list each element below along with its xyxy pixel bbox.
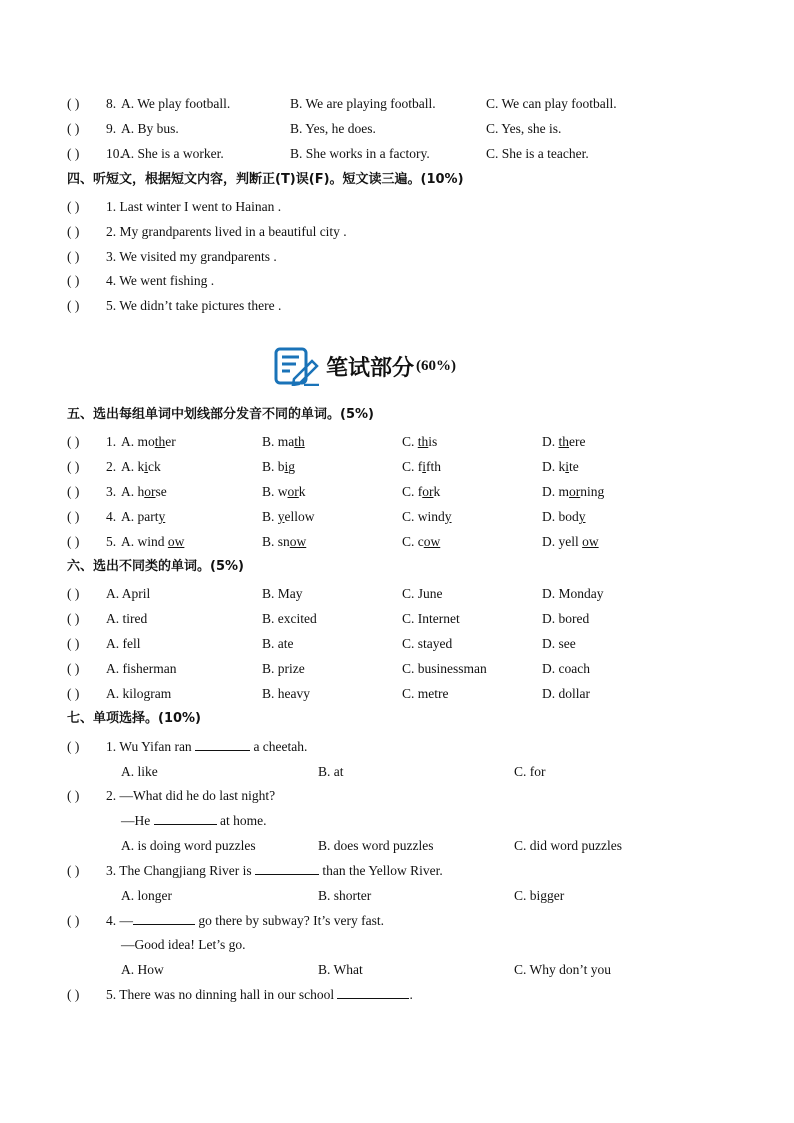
answer-paren: ( ) — [67, 434, 80, 449]
answer-paren: ( ) — [67, 121, 80, 136]
underlined-segment: ow — [582, 534, 599, 549]
option-b: B. She works in a factory. — [290, 146, 430, 161]
word-option: A. April — [106, 586, 151, 601]
word-option: A. fell — [106, 636, 141, 651]
word-segment: er — [165, 434, 176, 449]
answer-paren: ( ) — [67, 199, 80, 214]
answer-paren: ( ) — [67, 586, 80, 601]
word-segment: ellow — [284, 509, 315, 524]
item-number: 3. — [106, 484, 117, 499]
answer-blank — [195, 738, 250, 751]
underlined-segment: ow — [289, 534, 307, 549]
option-a: A. How — [121, 962, 164, 977]
option-b: B. What — [318, 962, 363, 977]
word-segment: se — [155, 484, 167, 499]
underlined-segment: i — [284, 459, 289, 474]
answer-blank — [337, 986, 409, 999]
answer-blank — [154, 812, 217, 825]
word-option — [542, 433, 586, 451]
word-segment: D. — [542, 434, 559, 449]
word-segment: fth — [426, 459, 442, 474]
question-text-end: than the Yellow River. — [318, 863, 443, 878]
word-option — [402, 483, 440, 501]
underlined-segment: y — [158, 509, 166, 524]
answer-paren: ( ) — [67, 863, 80, 878]
word-segment: C. wind — [402, 509, 445, 524]
question-text-end: a cheetah. — [250, 739, 308, 754]
written-part-banner — [274, 346, 456, 386]
question-text: —Good idea! Let’s go. — [121, 937, 246, 952]
option-c: C. Why don’t you — [514, 962, 612, 977]
word-option — [262, 483, 306, 501]
answer-paren: ( ) — [67, 146, 80, 161]
banner-title: 笔试部分 — [326, 355, 415, 381]
underlined-segment: i — [422, 459, 427, 474]
option-b: B. at — [318, 764, 344, 779]
answer-paren: ( ) — [67, 96, 80, 111]
word-segment: B. sn — [262, 534, 290, 549]
answer-paren: ( ) — [67, 686, 80, 701]
word-option: B. ate — [262, 636, 294, 651]
word-segment: D. m — [542, 484, 569, 499]
section-5-title: 五、选出每组单词中划线部分发音不同的单词。(5%) — [67, 407, 374, 422]
option-b: B. We are playing football. — [290, 96, 436, 111]
word-segment: A. part — [121, 509, 159, 524]
item-number: 1. — [106, 434, 117, 449]
edit-document-icon — [274, 346, 320, 386]
word-option: A. kilogram — [106, 686, 172, 701]
word-option: C. businessman — [402, 661, 487, 676]
answer-paren: ( ) — [67, 459, 80, 474]
underlined-segment: th — [294, 434, 305, 449]
word-segment: is — [428, 434, 438, 449]
option-a: A. She is a worker. — [121, 146, 224, 161]
underlined-segment: th — [154, 434, 166, 449]
word-segment: B. — [262, 509, 278, 524]
question-text: 1. Wu Yifan ran — [106, 739, 196, 754]
word-option — [542, 458, 579, 476]
tf-statement: 5. We didn’t take pictures there . — [106, 298, 282, 313]
option-b: B. Yes, he does. — [290, 121, 376, 136]
option-a: A. longer — [121, 888, 172, 903]
section-6-title: 六、选出不同类的单词。(5%) — [67, 559, 244, 574]
option-c: C. She is a teacher. — [486, 146, 589, 161]
word-segment: k — [298, 484, 306, 499]
answer-paren: ( ) — [67, 636, 80, 651]
tf-statement: 4. We went fishing . — [106, 273, 215, 288]
underlined-segment: th — [417, 434, 429, 449]
word-segment: A. k — [121, 459, 145, 474]
item-number: 4. — [106, 509, 117, 524]
underlined-segment: i — [565, 459, 570, 474]
item-number: 10. — [106, 146, 123, 161]
word-option — [121, 508, 165, 526]
word-option: C. Internet — [402, 611, 460, 626]
word-segment: B. b — [262, 459, 285, 474]
word-option — [402, 508, 452, 526]
word-segment: A. wind — [121, 534, 168, 549]
word-option — [121, 533, 184, 551]
word-option: A. fisherman — [106, 661, 177, 676]
word-option — [542, 533, 599, 551]
option-b: B. does word puzzles — [318, 838, 434, 853]
word-segment: ck — [148, 459, 161, 474]
answer-paren: ( ) — [67, 788, 80, 803]
word-option — [262, 508, 315, 526]
answer-paren: ( ) — [67, 298, 80, 313]
underlined-segment: i — [144, 459, 149, 474]
question-text: —He — [121, 813, 154, 828]
word-option — [402, 533, 440, 551]
word-segment: B. ma — [262, 434, 295, 449]
word-segment: C. f — [402, 484, 423, 499]
answer-paren: ( ) — [67, 661, 80, 676]
tf-statement: 1. Last winter I went to Hainan . — [106, 199, 282, 214]
item-number: 9. — [106, 121, 117, 136]
underlined-segment: or — [144, 484, 156, 499]
underlined-segment: or — [422, 484, 434, 499]
option-c: C. Yes, she is. — [486, 121, 562, 136]
item-number: 2. — [106, 459, 117, 474]
option-c: C. We can play football. — [486, 96, 617, 111]
question-text: 4. — — [106, 913, 133, 928]
section-4-title: 四、听短文，根据短文内容，判断正(T)误(F)。短文读三遍。(10%) — [67, 172, 464, 187]
answer-paren: ( ) — [67, 273, 80, 288]
option-c: C. for — [514, 764, 546, 779]
section-7-title: 七、单项选择。(10%) — [67, 711, 201, 726]
option-b: B. shorter — [318, 888, 372, 903]
answer-paren: ( ) — [67, 224, 80, 239]
word-option — [542, 483, 604, 501]
word-option — [121, 483, 167, 501]
word-option — [121, 458, 161, 476]
underlined-segment: th — [558, 434, 570, 449]
answer-paren: ( ) — [67, 611, 80, 626]
word-option — [402, 458, 441, 476]
underlined-segment: or — [287, 484, 299, 499]
question-text: 5. There was no dinning hall in our school — [106, 987, 338, 1002]
option-c: C. bigger — [514, 888, 565, 903]
word-option: B. excited — [262, 611, 317, 626]
underlined-segment: ow — [423, 534, 441, 549]
word-segment: C. — [402, 434, 418, 449]
question-text: 3. The Changjiang River is — [106, 863, 255, 878]
word-segment: B. w — [262, 484, 288, 499]
word-option — [402, 433, 437, 451]
word-segment: A. h — [121, 484, 145, 499]
word-segment: A. mo — [121, 434, 155, 449]
item-number: 5. — [106, 534, 117, 549]
word-option — [121, 433, 176, 451]
word-option: B. heavy — [262, 686, 310, 701]
word-segment: k — [433, 484, 441, 499]
option-a: A. We play football. — [121, 96, 231, 111]
word-segment: ere — [569, 434, 586, 449]
question-text-end: at home. — [216, 813, 267, 828]
answer-paren: ( ) — [67, 484, 80, 499]
underlined-segment: y — [277, 509, 285, 524]
word-option — [262, 433, 305, 451]
word-segment: D. k — [542, 459, 566, 474]
underlined-segment: ow — [167, 534, 185, 549]
answer-paren: ( ) — [67, 249, 80, 264]
answer-paren: ( ) — [67, 987, 80, 1002]
word-option — [542, 508, 586, 526]
word-option — [262, 533, 306, 551]
question-text-end: go there by subway? It’s very fast. — [195, 913, 384, 928]
underlined-segment: y — [578, 509, 586, 524]
word-segment: te — [569, 459, 579, 474]
word-option: D. Monday — [542, 586, 604, 601]
option-a: A. By bus. — [121, 121, 179, 136]
answer-paren: ( ) — [67, 534, 80, 549]
answer-paren: ( ) — [67, 739, 80, 754]
word-option: D. bored — [542, 611, 590, 626]
word-option: C. stayed — [402, 636, 453, 651]
word-segment: C. f — [402, 459, 423, 474]
item-number: 8. — [106, 96, 117, 111]
banner-percent: (60%) — [416, 357, 457, 374]
word-segment: ning — [580, 484, 605, 499]
word-segment: D. bod — [542, 509, 579, 524]
word-segment: C. c — [402, 534, 424, 549]
underlined-segment: or — [569, 484, 581, 499]
question-text-end: . — [409, 987, 413, 1002]
word-option: D. coach — [542, 661, 590, 676]
option-c: C. did word puzzles — [514, 838, 622, 853]
answer-blank — [133, 912, 195, 925]
word-option — [262, 458, 295, 476]
word-segment: D. yell — [542, 534, 583, 549]
word-option: B. May — [262, 586, 303, 601]
tf-statement: 3. We visited my grandparents . — [106, 249, 277, 264]
word-segment: g — [288, 459, 296, 474]
word-option: D. dollar — [542, 686, 590, 701]
word-option: C. metre — [402, 686, 449, 701]
word-option: C. June — [402, 586, 443, 601]
word-option: B. prize — [262, 661, 305, 676]
word-option: D. see — [542, 636, 576, 651]
answer-paren: ( ) — [67, 913, 80, 928]
question-text: 2. —What did he do last night? — [106, 788, 276, 803]
option-a: A. is doing word puzzles — [121, 838, 256, 853]
option-a: A. like — [121, 764, 158, 779]
tf-statement: 2. My grandparents lived in a beautiful city . — [106, 224, 347, 239]
word-option: A. tired — [106, 611, 148, 626]
answer-blank — [255, 862, 319, 875]
underlined-segment: y — [444, 509, 452, 524]
answer-paren: ( ) — [67, 509, 80, 524]
